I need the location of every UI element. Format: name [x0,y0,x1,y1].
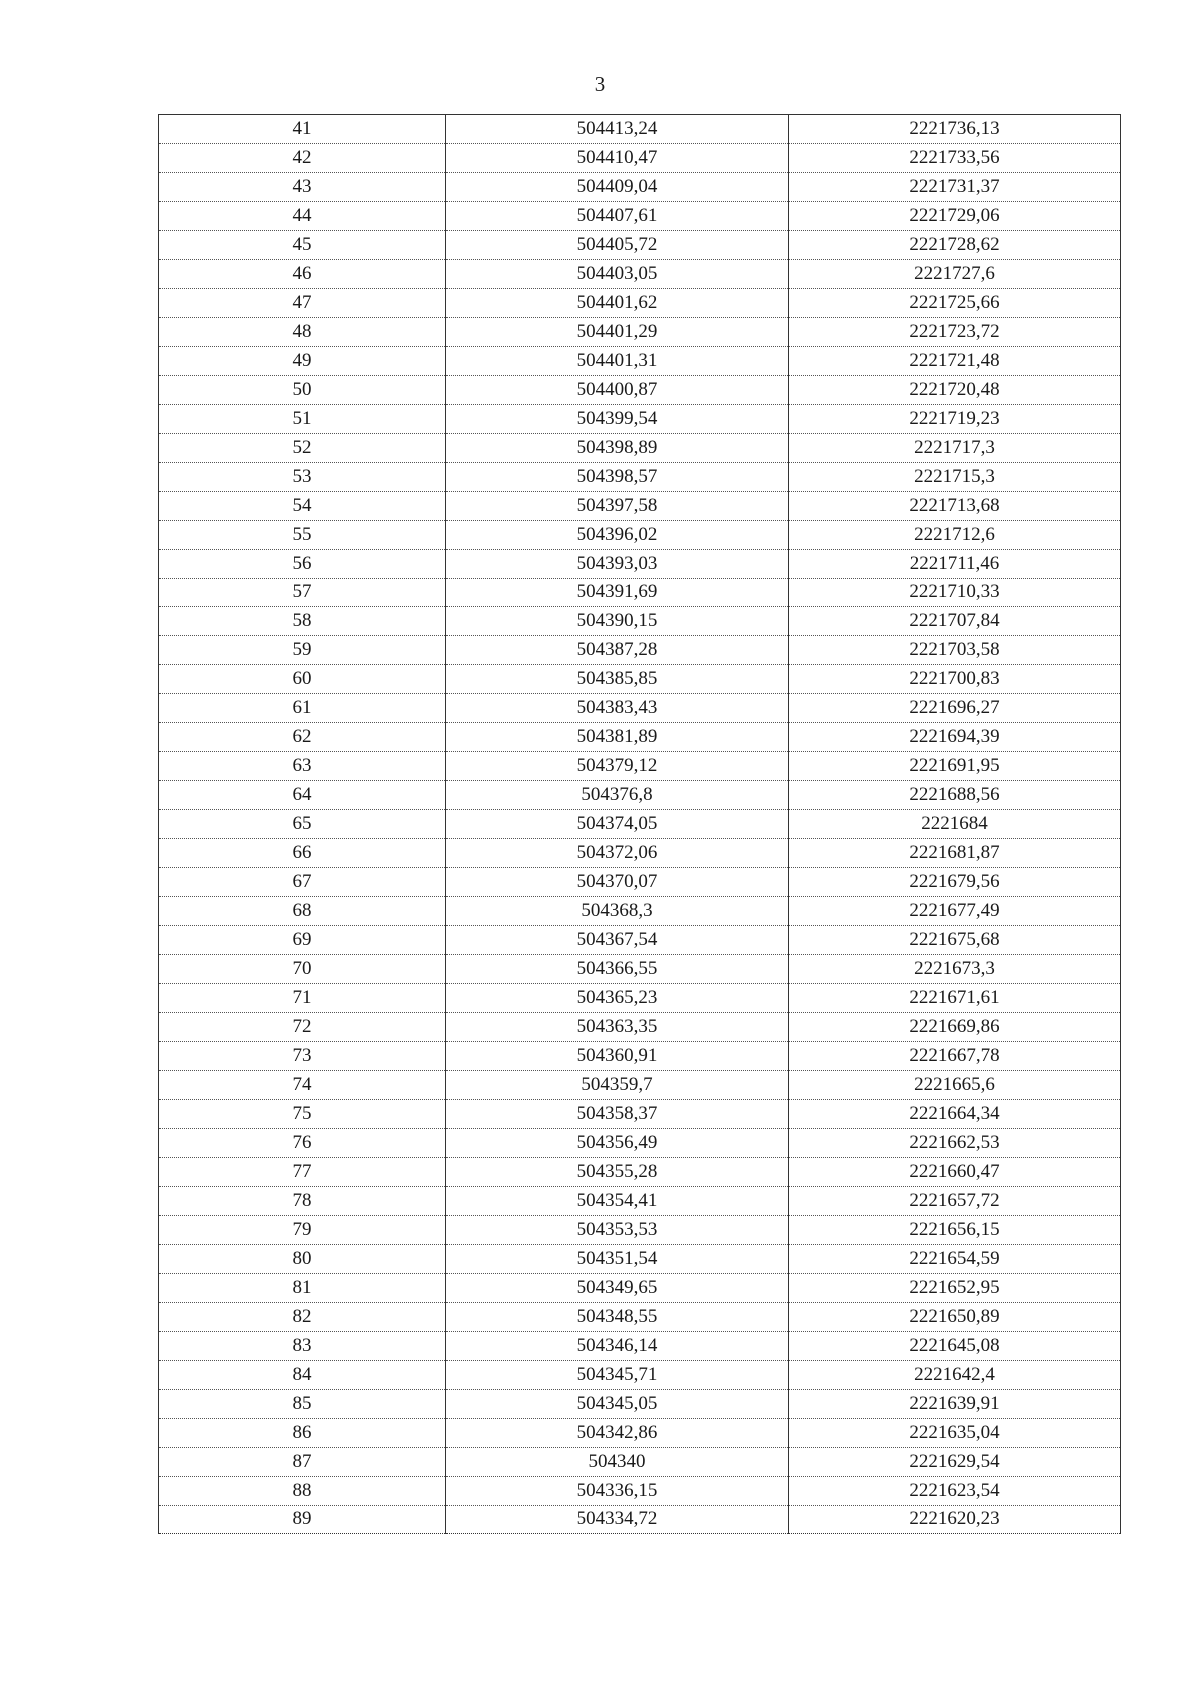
point-number-cell: 53 [159,462,446,491]
point-number-cell: 80 [159,1244,446,1273]
point-number-cell: 61 [159,694,446,723]
table-row [159,1013,1121,1042]
point-number-cell: 81 [159,1273,446,1302]
x-coordinate-cell: 504401,31 [446,346,789,375]
table-row [159,1331,1121,1360]
point-number-cell: 68 [159,897,446,926]
point-number-cell: 83 [159,1331,446,1360]
point-number-cell: 46 [159,259,446,288]
x-coordinate-cell: 504401,62 [446,288,789,317]
y-coordinate-cell: 2221720,48 [789,375,1121,404]
table-row [159,143,1121,172]
table-row [159,636,1121,665]
y-coordinate-cell: 2221688,56 [789,781,1121,810]
table-row [159,1302,1121,1331]
x-coordinate-cell: 504366,55 [446,955,789,984]
x-coordinate-cell: 504363,35 [446,1013,789,1042]
point-number-cell: 76 [159,1128,446,1157]
x-coordinate-cell: 504390,15 [446,607,789,636]
point-number-cell: 51 [159,404,446,433]
x-coordinate-cell: 504345,71 [446,1360,789,1389]
point-number-cell: 44 [159,201,446,230]
point-number-cell: 75 [159,1099,446,1128]
table-row [159,1447,1121,1476]
y-coordinate-cell: 2221712,6 [789,520,1121,549]
x-coordinate-cell: 504354,41 [446,1186,789,1215]
page-number: 3 [594,72,606,96]
y-coordinate-cell: 2221711,46 [789,549,1121,578]
table-row [159,665,1121,694]
table-row [159,172,1121,201]
point-number-cell: 74 [159,1070,446,1099]
point-number-cell: 58 [159,607,446,636]
table-row [159,462,1121,491]
point-number-cell: 67 [159,868,446,897]
table-row [159,230,1121,259]
y-coordinate-cell: 2221681,87 [789,839,1121,868]
point-number-cell: 43 [159,172,446,201]
table-row [159,578,1121,607]
x-coordinate-cell: 504359,7 [446,1070,789,1099]
point-number-cell: 84 [159,1360,446,1389]
x-coordinate-cell: 504356,49 [446,1128,789,1157]
table-row [159,897,1121,926]
y-coordinate-cell: 2221652,95 [789,1273,1121,1302]
table-row [159,1244,1121,1273]
y-coordinate-cell: 2221665,6 [789,1070,1121,1099]
y-coordinate-cell: 2221620,23 [789,1505,1121,1534]
x-coordinate-cell: 504391,69 [446,578,789,607]
y-coordinate-cell: 2221679,56 [789,868,1121,897]
point-number-cell: 72 [159,1013,446,1042]
x-coordinate-cell: 504349,65 [446,1273,789,1302]
x-coordinate-cell: 504397,58 [446,491,789,520]
x-coordinate-cell: 504383,43 [446,694,789,723]
table-row [159,549,1121,578]
point-number-cell: 77 [159,1157,446,1186]
y-coordinate-cell: 2221731,37 [789,172,1121,201]
x-coordinate-cell: 504398,89 [446,433,789,462]
x-coordinate-cell: 504399,54 [446,404,789,433]
point-number-cell: 49 [159,346,446,375]
y-coordinate-cell: 2221684 [789,810,1121,839]
table-row [159,346,1121,375]
table-row [159,1128,1121,1157]
y-coordinate-cell: 2221650,89 [789,1302,1121,1331]
x-coordinate-cell: 504376,8 [446,781,789,810]
x-coordinate-cell: 504413,24 [446,115,789,144]
point-number-cell: 85 [159,1389,446,1418]
x-coordinate-cell: 504367,54 [446,926,789,955]
point-number-cell: 65 [159,810,446,839]
y-coordinate-cell: 2221639,91 [789,1389,1121,1418]
y-coordinate-cell: 2221707,84 [789,607,1121,636]
table-row [159,607,1121,636]
y-coordinate-cell: 2221725,66 [789,288,1121,317]
y-coordinate-cell: 2221675,68 [789,926,1121,955]
table-row [159,288,1121,317]
y-coordinate-cell: 2221642,4 [789,1360,1121,1389]
y-coordinate-cell: 2221645,08 [789,1331,1121,1360]
point-number-cell: 63 [159,752,446,781]
table-row [159,1042,1121,1071]
table-row [159,926,1121,955]
y-coordinate-cell: 2221677,49 [789,897,1121,926]
x-coordinate-cell: 504374,05 [446,810,789,839]
y-coordinate-cell: 2221667,78 [789,1042,1121,1071]
point-number-cell: 54 [159,491,446,520]
table-row [159,1360,1121,1389]
table-row [159,491,1121,520]
x-coordinate-cell: 504351,54 [446,1244,789,1273]
x-coordinate-cell: 504353,53 [446,1215,789,1244]
y-coordinate-cell: 2221696,27 [789,694,1121,723]
y-coordinate-cell: 2221694,39 [789,723,1121,752]
point-number-cell: 52 [159,433,446,462]
y-coordinate-cell: 2221662,53 [789,1128,1121,1157]
x-coordinate-cell: 504398,57 [446,462,789,491]
table-row [159,810,1121,839]
x-coordinate-cell: 504379,12 [446,752,789,781]
y-coordinate-cell: 2221669,86 [789,1013,1121,1042]
point-number-cell: 88 [159,1476,446,1505]
y-coordinate-cell: 2221691,95 [789,752,1121,781]
point-number-cell: 89 [159,1505,446,1534]
x-coordinate-cell: 504355,28 [446,1157,789,1186]
coordinates-table [158,114,1121,1534]
x-coordinate-cell: 504381,89 [446,723,789,752]
x-coordinate-cell: 504336,15 [446,1476,789,1505]
y-coordinate-cell: 2221727,6 [789,259,1121,288]
y-coordinate-cell: 2221736,13 [789,115,1121,144]
x-coordinate-cell: 504396,02 [446,520,789,549]
x-coordinate-cell: 504334,72 [446,1505,789,1534]
point-number-cell: 42 [159,143,446,172]
point-number-cell: 60 [159,665,446,694]
point-number-cell: 48 [159,317,446,346]
y-coordinate-cell: 2221673,3 [789,955,1121,984]
y-coordinate-cell: 2221715,3 [789,462,1121,491]
table-row [159,1099,1121,1128]
y-coordinate-cell: 2221729,06 [789,201,1121,230]
table-row [159,115,1121,144]
x-coordinate-cell: 504405,72 [446,230,789,259]
coordinates-table-body [159,115,1121,1534]
x-coordinate-cell: 504368,3 [446,897,789,926]
table-row [159,723,1121,752]
table-row [159,1505,1121,1534]
x-coordinate-cell: 504409,04 [446,172,789,201]
y-coordinate-cell: 2221657,72 [789,1186,1121,1215]
table-row [159,1389,1121,1418]
table-row [159,520,1121,549]
y-coordinate-cell: 2221713,68 [789,491,1121,520]
table-row [159,1186,1121,1215]
table-row [159,1215,1121,1244]
x-coordinate-cell: 504401,29 [446,317,789,346]
point-number-cell: 64 [159,781,446,810]
point-number-cell: 69 [159,926,446,955]
point-number-cell: 82 [159,1302,446,1331]
point-number-cell: 79 [159,1215,446,1244]
x-coordinate-cell: 504387,28 [446,636,789,665]
table-row [159,984,1121,1013]
x-coordinate-cell: 504345,05 [446,1389,789,1418]
x-coordinate-cell: 504372,06 [446,839,789,868]
point-number-cell: 56 [159,549,446,578]
point-number-cell: 41 [159,115,446,144]
point-number-cell: 87 [159,1447,446,1476]
x-coordinate-cell: 504365,23 [446,984,789,1013]
y-coordinate-cell: 2221717,3 [789,433,1121,462]
x-coordinate-cell: 504360,91 [446,1042,789,1071]
point-number-cell: 73 [159,1042,446,1071]
point-number-cell: 50 [159,375,446,404]
y-coordinate-cell: 2221703,58 [789,636,1121,665]
y-coordinate-cell: 2221660,47 [789,1157,1121,1186]
y-coordinate-cell: 2221629,54 [789,1447,1121,1476]
table-row [159,781,1121,810]
x-coordinate-cell: 504340 [446,1447,789,1476]
point-number-cell: 57 [159,578,446,607]
y-coordinate-cell: 2221654,59 [789,1244,1121,1273]
y-coordinate-cell: 2221728,62 [789,230,1121,259]
point-number-cell: 62 [159,723,446,752]
table-row [159,1070,1121,1099]
table-row [159,259,1121,288]
x-coordinate-cell: 504385,85 [446,665,789,694]
y-coordinate-cell: 2221664,34 [789,1099,1121,1128]
y-coordinate-cell: 2221700,83 [789,665,1121,694]
x-coordinate-cell: 504407,61 [446,201,789,230]
x-coordinate-cell: 504342,86 [446,1418,789,1447]
y-coordinate-cell: 2221721,48 [789,346,1121,375]
y-coordinate-cell: 2221671,61 [789,984,1121,1013]
point-number-cell: 70 [159,955,446,984]
point-number-cell: 59 [159,636,446,665]
y-coordinate-cell: 2221623,54 [789,1476,1121,1505]
point-number-cell: 45 [159,230,446,259]
y-coordinate-cell: 2221656,15 [789,1215,1121,1244]
table-row [159,694,1121,723]
table-row [159,1418,1121,1447]
point-number-cell: 55 [159,520,446,549]
table-row [159,1273,1121,1302]
x-coordinate-cell: 504346,14 [446,1331,789,1360]
table-row [159,201,1121,230]
x-coordinate-cell: 504348,55 [446,1302,789,1331]
table-row [159,317,1121,346]
table-row [159,433,1121,462]
x-coordinate-cell: 504403,05 [446,259,789,288]
point-number-cell: 47 [159,288,446,317]
x-coordinate-cell: 504400,87 [446,375,789,404]
table-row [159,404,1121,433]
table-row [159,375,1121,404]
y-coordinate-cell: 2221723,72 [789,317,1121,346]
point-number-cell: 78 [159,1186,446,1215]
table-row [159,752,1121,781]
table-row [159,868,1121,897]
x-coordinate-cell: 504370,07 [446,868,789,897]
x-coordinate-cell: 504393,03 [446,549,789,578]
x-coordinate-cell: 504358,37 [446,1099,789,1128]
x-coordinate-cell: 504410,47 [446,143,789,172]
point-number-cell: 66 [159,839,446,868]
table-row [159,955,1121,984]
table-row [159,839,1121,868]
point-number-cell: 86 [159,1418,446,1447]
y-coordinate-cell: 2221635,04 [789,1418,1121,1447]
y-coordinate-cell: 2221733,56 [789,143,1121,172]
point-number-cell: 71 [159,984,446,1013]
table-row [159,1476,1121,1505]
table-row [159,1157,1121,1186]
y-coordinate-cell: 2221719,23 [789,404,1121,433]
y-coordinate-cell: 2221710,33 [789,578,1121,607]
